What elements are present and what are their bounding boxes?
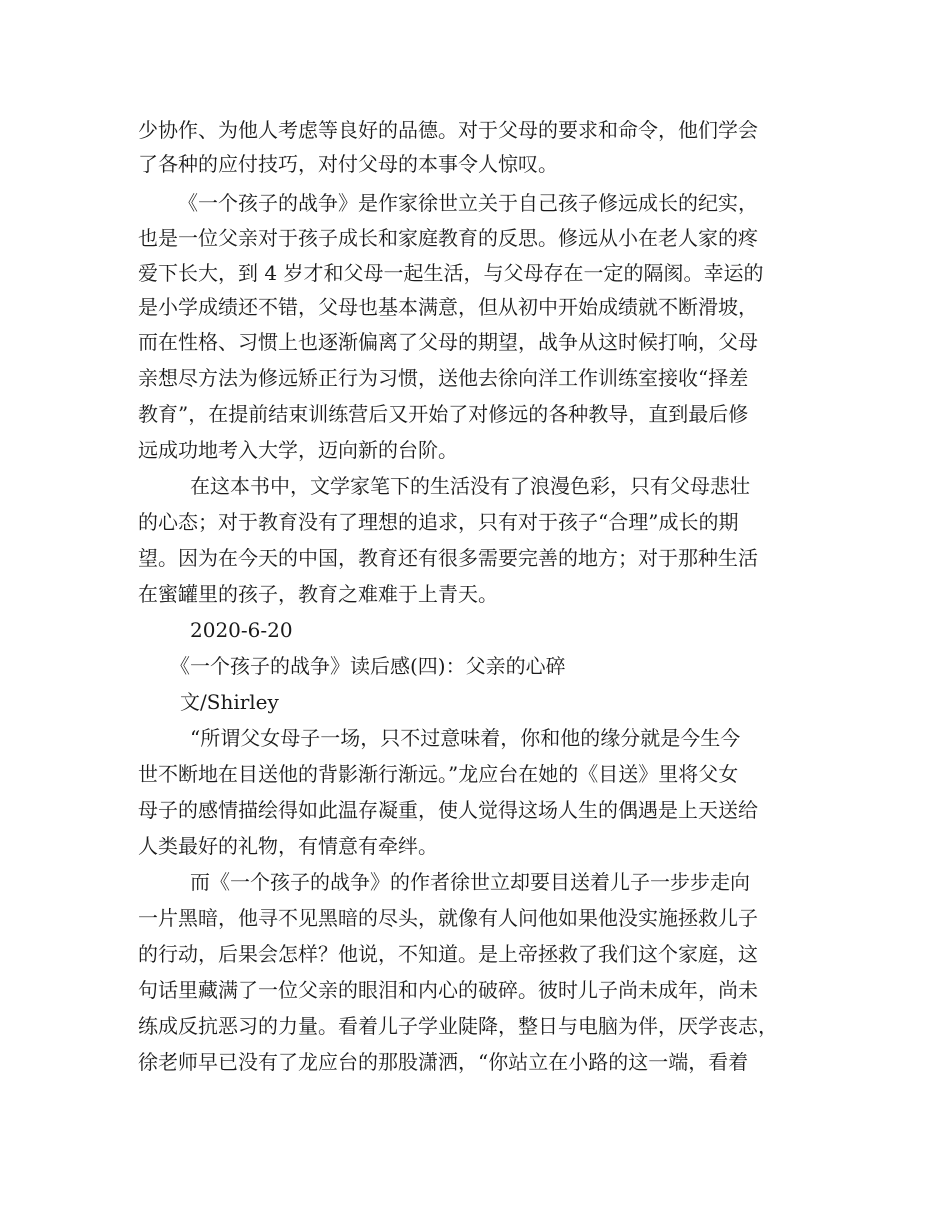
text-line: 亲想尽方法为修远矫正行为习惯，送他去徐向洋工作训练室接收“择差 bbox=[138, 366, 749, 390]
date-line: 2020-6-20 bbox=[190, 618, 293, 642]
text-line: 一片黑暗，他寻不见黑暗的尽头，就像有人问他如果他没实施拯救儿子 bbox=[138, 906, 758, 930]
text-line: 《一个孩子的战争》是作家徐世立关于自己孩子修远成长的纪实， bbox=[178, 191, 758, 215]
text-line: 是小学成绩还不错，父母也基本满意，但从初中开始成绩就不断滑坡， bbox=[138, 295, 758, 319]
text-line: 句话里藏满了一位父亲的眼泪和内心的破碎。彼时儿子尚未成年，尚未 bbox=[138, 978, 758, 1002]
text-line: 而《一个孩子的战争》的作者徐世立却要目送着儿子一步步走向 bbox=[190, 870, 750, 894]
text-line: 母子的感情描绘得如此温存凝重，使人觉得这场人生的偶遇是上天送给 bbox=[138, 798, 758, 822]
text-line: 而在性格、习惯上也逐渐偏离了父母的期望，战争从这时候打响，父母 bbox=[138, 330, 758, 354]
text-line: 也是一位父亲对于孩子成长和家庭教育的反思。修远从小在老人家的疼 bbox=[138, 226, 758, 250]
text-line: 人类最好的礼物，有情意有牵绊。 bbox=[138, 834, 438, 858]
text-line: 望。因为在今天的中国，教育还有很多需要完善的地方；对于那种生活 bbox=[138, 546, 758, 570]
text-line: 爱下长大，到 4 岁才和父母一起生活，与父母存在一定的隔阂。幸运的 bbox=[138, 261, 764, 285]
text-line: 的行动，后果会怎样？他说，不知道。是上帝拯救了我们这个家庭，这 bbox=[138, 942, 758, 966]
text-line: 在蜜罐里的孩子，教育之难难于上青天。 bbox=[138, 582, 498, 606]
text-line: 教育”，在提前结束训练营后又开始了对修远的各种教导，直到最后修 bbox=[138, 402, 749, 426]
text-line: 了各种的应付技巧，对付父母的本事令人惊叹。 bbox=[138, 152, 558, 176]
text-line: 的心态；对于教育没有了理想的追求，只有对于孩子“合理”成长的期 bbox=[138, 510, 739, 534]
text-line: “所谓父女母子一场，只不过意味着，你和他的缘分就是今生今 bbox=[190, 726, 741, 750]
text-line: 徐老师早已没有了龙应台的那股潇洒，“你站立在小路的这一端，看着 bbox=[138, 1050, 749, 1074]
text-line: 少协作、为他人考虑等良好的品德。对于父母的要求和命令，他们学会 bbox=[138, 118, 758, 142]
author-line: 文/Shirley bbox=[180, 690, 279, 714]
text-line: 世不断地在目送他的背影渐行渐远。”龙应台在她的《目送》里将父女 bbox=[138, 762, 739, 786]
text-line: 远成功地考入大学，迈向新的台阶。 bbox=[138, 438, 458, 462]
section-title: 《一个孩子的战争》读后感(四)：父亲的心碎 bbox=[170, 654, 566, 678]
text-line: 在这本书中，文学家笔下的生活没有了浪漫色彩，只有父母悲壮 bbox=[190, 474, 750, 498]
text-line: 练成反抗恶习的力量。看着儿子学业陡降，整日与电脑为伴，厌学丧志， bbox=[138, 1014, 778, 1038]
